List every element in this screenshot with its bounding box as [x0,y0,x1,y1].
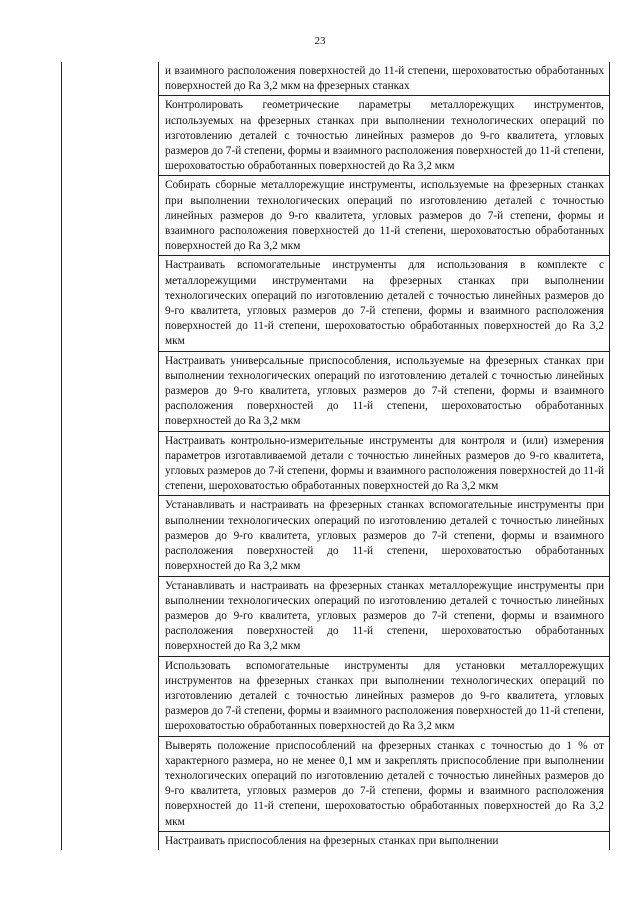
table-row [62,256,610,351]
row-text: Использовать вспомогательные инструменты для установки металлорежущих инструментов на фрезерных станках при выполнении технологических операций по изготовлению деталей с точностью линейных размеров до 9-го квалитета, угловых размеров до 7-й степени, формы и взаимного расположения поверхностей до 11-й степени, шероховатостью обработанных поверхностей до Ra 3,2 мкм [165,659,605,733]
row-text: Настраивать универсальные приспособления, используемые на фрезерных станках при выполнении технологических операций по изготовлению деталей с точностью линейных размеров до 9-го квалитета, угловых размеров до 7-й степени, формы и взаимного расположения поверхностей до 11-й степени, шероховатостью обработанных поверхностей до Ra 3,2 мкм [165,354,604,428]
row-text: Выверять положение приспособлений на фрезерных станках с точностью до 1 % от характерного размера, но не менее 0,1 мм и закреплять приспособление при выполнении технологических операций по изготовлению деталей с точностью линейных размеров до 9-го квалитета, угловых размеров до 7-й степени, формы и взаимного расположения поверхностей до 11-й степени, шероховатостью обработанных поверхностей до Ra 3,2 мкм [165,739,604,828]
left-column-cell [62,656,159,736]
skills-table [61,62,610,850]
text-cell [159,576,610,656]
table-row [62,431,610,496]
text-cell [159,256,610,351]
text-cell [159,176,610,256]
left-column-cell [62,176,159,256]
row-text: Настраивать приспособления на фрезерных станках при выполнении [165,834,499,847]
row-text: Контролировать геометрические параметры металлорежущих инструментов, используемых на фрезерных станках при выполнении технологических операций по изготовлению деталей с точностью линейных размеров до 9-го квалитета, угловых размеров до 7-й степени, формы и взаимного расположения поверхностей до 11-й степени, шероховатостью обработанных поверхностей до Ra 3,2 мкм [165,99,605,173]
left-column-cell [62,431,159,496]
table-row [62,831,610,850]
text-cell [159,431,610,496]
left-column-cell [62,496,159,576]
table-row [62,351,610,431]
row-text: Настраивать вспомогательные инструменты для использования в комплекте с металлорежущими инструментами на фрезерных станках при выполнении технологических операций по изготовлению деталей с точностью линейных размеров до 9-го квалитета, угловых размеров до 7-й степени, формы и взаимного расположения поверхностей до 11-й степени, шероховатостью обработанных поверхностей до Ra 3,2 мкм [165,259,604,348]
table-row [62,496,610,576]
left-column-cell [62,62,159,96]
left-column-cell [62,96,159,176]
left-column-cell [62,831,159,850]
page-number: 23 [314,35,326,47]
row-text: и взаимного расположения поверхностей до 11-й степени, шероховатостью обработанных поверхностей до Ra 3,2 мкм на фрезерных станках [165,65,604,93]
table-row [62,576,610,656]
text-cell [159,736,610,831]
row-text: Собирать сборные металлорежущие инструменты, используемые на фрезерных станках при выполнении технологических операций по изготовлению деталей с точностью линейных размеров до 9-го квалитета, угловых размеров до 7-й степени, формы и взаимного расположения поверхностей до 11-й степени, шероховатостью обработанных поверхностей до Ra 3,2 мкм [165,179,604,253]
left-column-cell [62,351,159,431]
table-row [62,62,610,96]
text-cell [159,96,610,176]
left-column-cell [62,576,159,656]
table-row [62,656,610,736]
text-cell [159,831,610,850]
row-text: Настраивать контрольно-измерительные инструменты для контроля и (или) измерения параметров изготавливаемой детали с точностью линейных размеров до 9-го квалитета, угловых размеров до 7-й степени, формы и взаимного расположения поверхностей до 11-й степени, шероховатостью обработанных поверхностей до Ra 3,2 мкм [165,434,604,493]
table-row [62,736,610,831]
text-cell [159,496,610,576]
text-cell [159,351,610,431]
row-text: Устанавливать и настраивать на фрезерных станках металлорежущие инструменты при выполнении технологических операций по изготовлению деталей с точностью линейных размеров до 9-го квалитета, угловых размеров до 7-й степени, формы и взаимного расположения поверхностей до 11-й степени, шероховатостью обработанных поверхностей до Ra 3,2 мкм [165,579,604,653]
left-column-cell [62,736,159,831]
row-text: Устанавливать и настраивать на фрезерных станках вспомогательные инструменты при выполнении технологических операций по изготовлению деталей с точностью линейных размеров до 9-го квалитета, угловых размеров до 7-й степени, формы и взаимного расположения поверхностей до 11-й степени, шероховатостью обработанных поверхностей до Ra 3,2 мкм [165,499,604,573]
table-row [62,96,610,176]
text-cell [159,656,610,736]
left-column-cell [62,256,159,351]
text-cell [159,62,610,96]
table-row [62,176,610,256]
